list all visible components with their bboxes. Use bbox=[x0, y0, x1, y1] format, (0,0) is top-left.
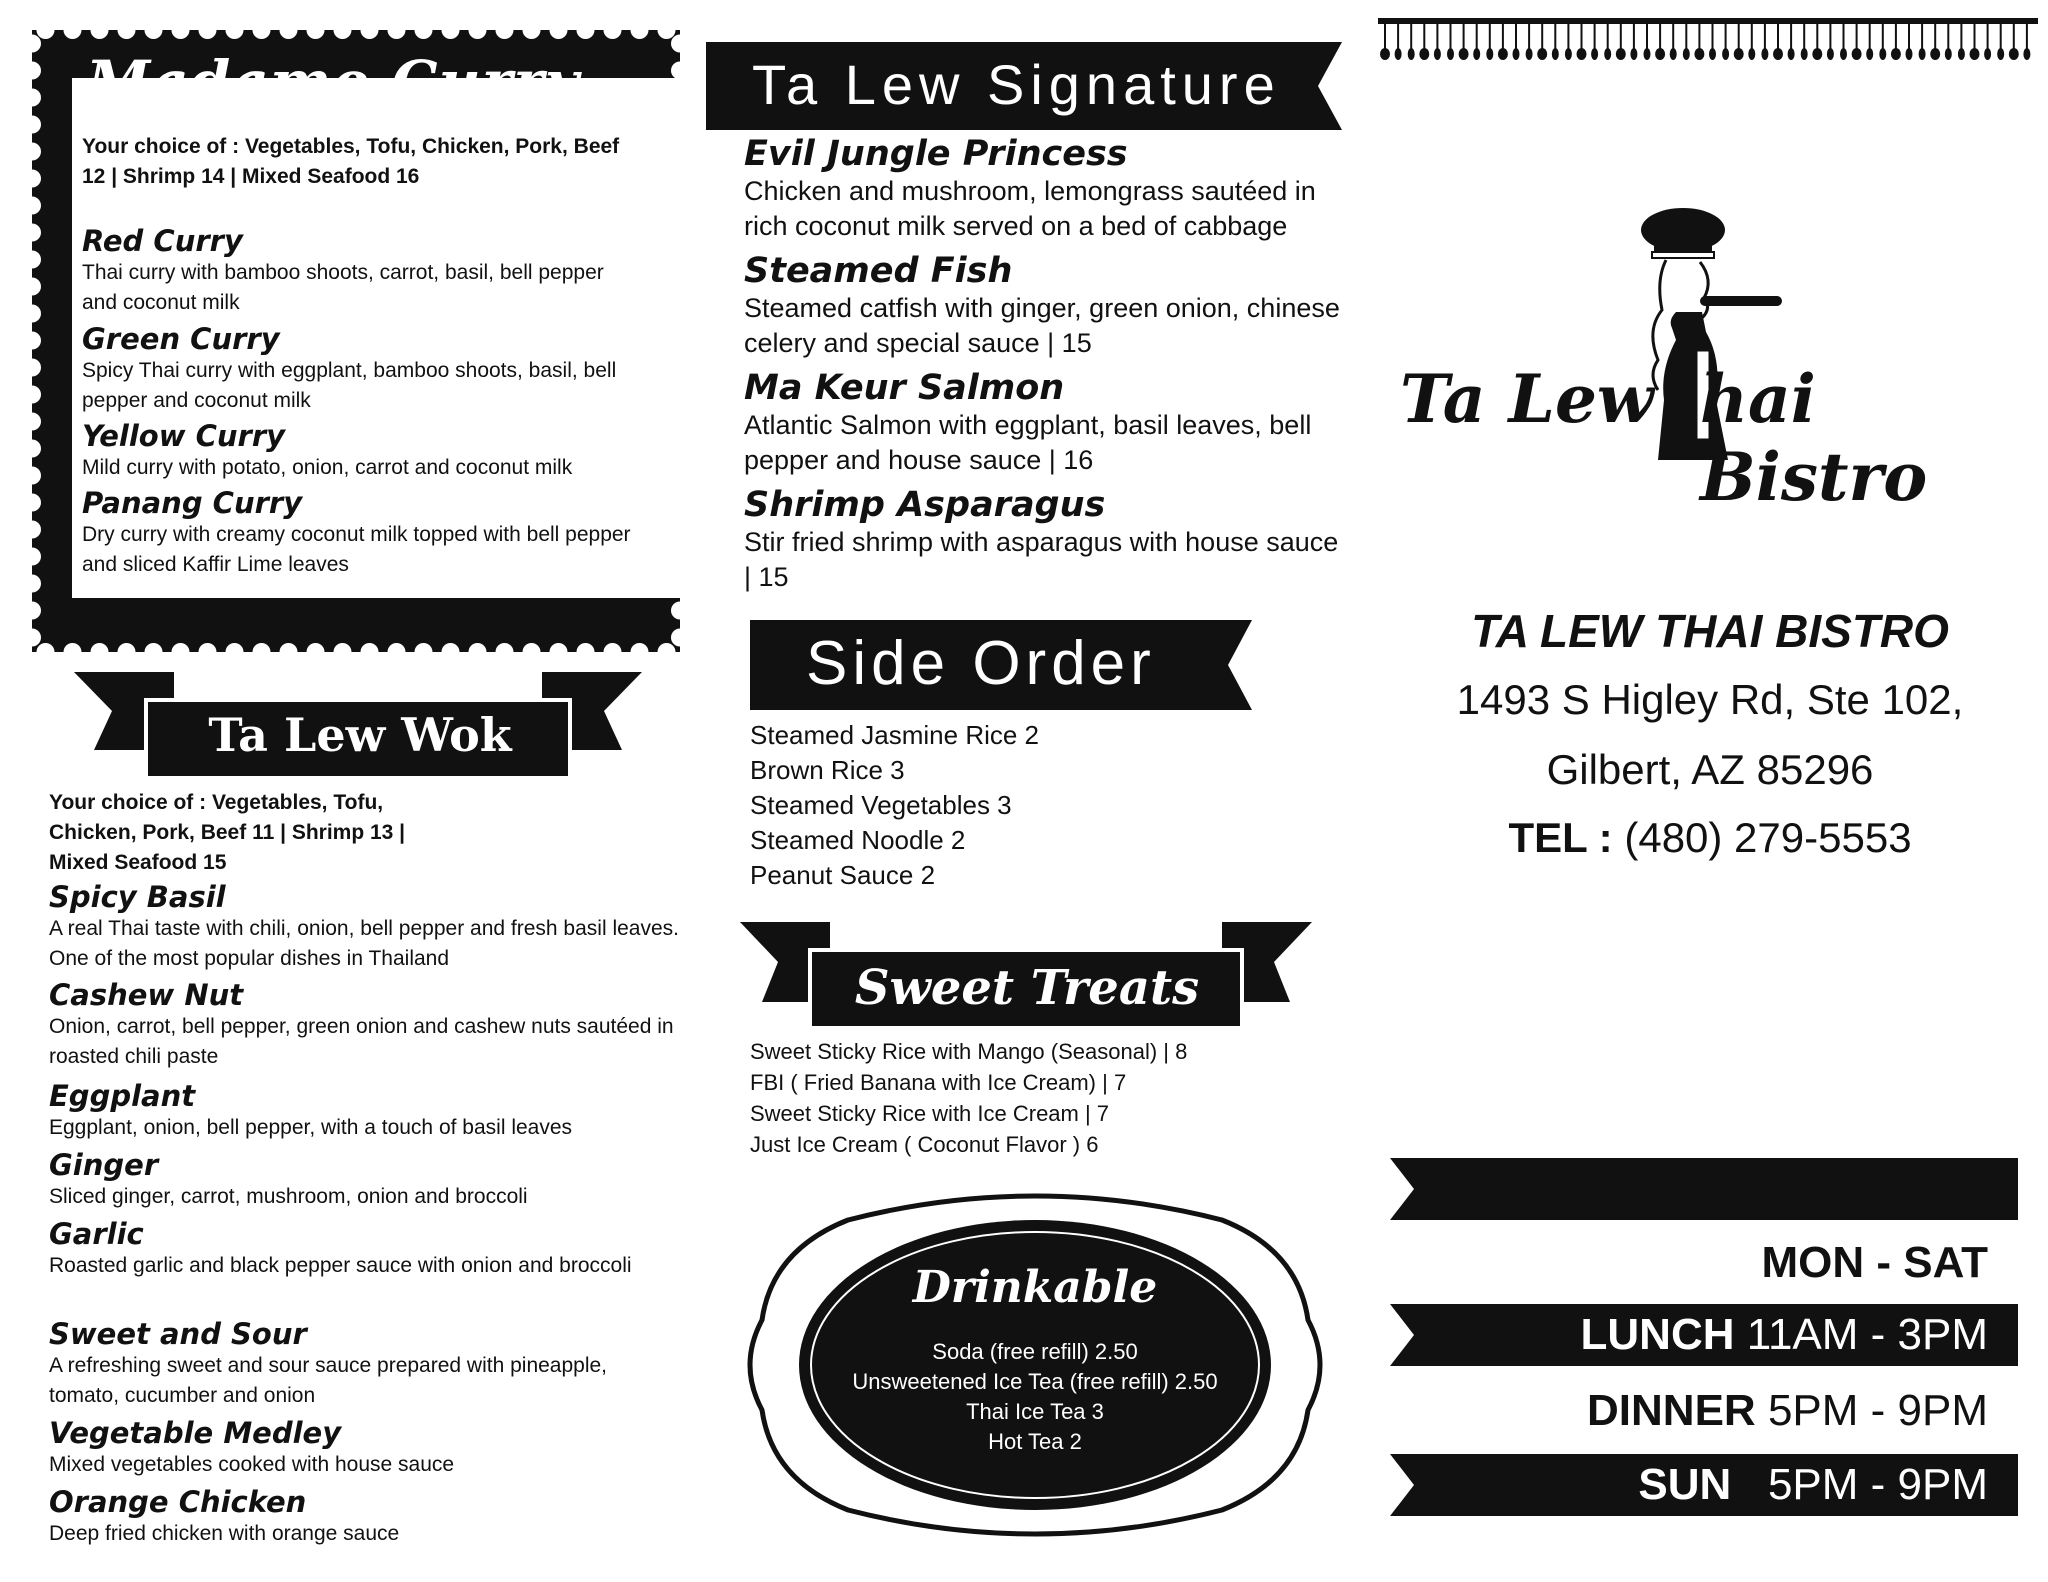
utensil-icon bbox=[1528, 24, 1530, 50]
utensil-icon bbox=[1591, 48, 1598, 60]
utensil-icon bbox=[1974, 24, 1976, 50]
utensil-icon bbox=[1447, 48, 1454, 60]
dish-desc: Atlantic Salmon with eggplant, basil leaves, bell pepper and house sauce | 16 bbox=[744, 410, 1312, 475]
utensil-icon bbox=[1856, 24, 1858, 50]
utensil-icon bbox=[1541, 24, 1543, 50]
days-label: MON - SAT bbox=[1761, 1238, 1988, 1287]
utensil-icon bbox=[1633, 24, 1635, 50]
utensil-icon bbox=[1734, 48, 1744, 60]
utensil-icon bbox=[1552, 48, 1559, 60]
menu-item bbox=[82, 486, 642, 580]
utensil-icon bbox=[1801, 48, 1808, 60]
utensil-icon bbox=[1384, 24, 1386, 50]
dish-name: Red Curry bbox=[82, 224, 243, 258]
menu-item bbox=[82, 224, 642, 322]
dish-desc: Roasted garlic and black pepper sauce with onion and broccoli bbox=[49, 1254, 632, 1277]
utensil-icon bbox=[1751, 24, 1753, 50]
dish-name: Shrimp Asparagus bbox=[744, 485, 1106, 525]
utensil-icon bbox=[2009, 48, 2019, 60]
utensil-icon bbox=[1712, 24, 1714, 50]
dish-desc: Steamed catfish with ginger, green onion, chinese celery and special sauce | 15 bbox=[744, 293, 1340, 358]
utensil-icon bbox=[1630, 48, 1637, 60]
section-title: Side Order bbox=[806, 629, 1156, 698]
section-title: Sweet Treats bbox=[854, 960, 1200, 1016]
dish-desc: Stir fried shrimp with asparagus with house sauce | 15 bbox=[744, 527, 1339, 592]
menu-item bbox=[49, 1217, 679, 1317]
utensil-icon bbox=[1655, 48, 1665, 60]
section-title: Drinkable bbox=[912, 1262, 1158, 1313]
drink-list bbox=[815, 1337, 1255, 1457]
utensil-icon bbox=[1843, 24, 1845, 50]
dish-name: Evil Jungle Princess bbox=[744, 134, 1128, 174]
utensil-icon bbox=[1812, 48, 1822, 60]
utensil-icon bbox=[1489, 24, 1491, 50]
list-item: Just Ice Cream ( Coconut Flavor ) 6 bbox=[750, 1132, 1099, 1157]
dish-name: Eggplant bbox=[49, 1079, 196, 1113]
logo-text-right: hai Bistro bbox=[1700, 360, 1928, 516]
utensil-icon bbox=[1738, 24, 1740, 50]
utensil-icon bbox=[1895, 24, 1897, 50]
utensil-icon bbox=[1526, 48, 1533, 60]
utensil-icon bbox=[1908, 24, 1910, 50]
menu-item bbox=[82, 322, 642, 419]
menu-item bbox=[82, 419, 642, 486]
section-title: Ta Lew Signature bbox=[752, 53, 1281, 116]
utensil-icon bbox=[1722, 48, 1729, 60]
dish-name: Vegetable Medley bbox=[49, 1416, 342, 1450]
utensil-icon bbox=[1725, 24, 1727, 50]
dish-desc: Dry curry with creamy coconut milk topped with bell pepper and sliced Kaffir Lime leaves bbox=[82, 523, 631, 576]
list-item: Unsweetened Ice Tea (free refill) 2.50 bbox=[852, 1369, 1218, 1394]
utensil-icon bbox=[1803, 24, 1805, 50]
utensil-icon bbox=[1685, 24, 1687, 50]
utensil-icon bbox=[1434, 48, 1441, 60]
menu-item bbox=[49, 1317, 679, 1416]
sun-hours: 5PM - 9PM bbox=[1767, 1460, 1988, 1509]
utensil-icon bbox=[1748, 48, 1755, 60]
dish-name: Cashew Nut bbox=[49, 978, 244, 1012]
tel-number: (480) 279-5553 bbox=[1624, 814, 1912, 861]
dish-desc: Spicy Thai curry with eggplant, bamboo shoots, basil, bell pepper and coconut milk bbox=[82, 359, 617, 412]
utensil-icon bbox=[1537, 48, 1547, 60]
dish-desc: Deep fried chicken with orange sauce bbox=[49, 1522, 400, 1545]
list-item: Sweet Sticky Rice with Mango (Seasonal) | 8 bbox=[750, 1039, 1188, 1064]
utensil-icon bbox=[2026, 24, 2028, 50]
wok-choice-text: Your choice of : Vegetables, Tofu, Chicken, Pork, Beef 11 | Shrimp 13 | Mixed Seafood 15 bbox=[49, 791, 406, 874]
utensil-icon bbox=[1565, 48, 1572, 60]
utensil-icon bbox=[1866, 48, 1873, 60]
dish-name: Yellow Curry bbox=[82, 419, 286, 453]
utensil-icon bbox=[2023, 48, 2030, 60]
utensil-icon bbox=[1419, 48, 1429, 60]
utensil-icon bbox=[1644, 48, 1651, 60]
lunch-label: LUNCH bbox=[1580, 1310, 1735, 1359]
utensil-icon bbox=[1958, 48, 1965, 60]
utensil-icon bbox=[2013, 24, 2015, 50]
utensil-icon bbox=[1670, 48, 1677, 60]
utensil-icon bbox=[1921, 24, 1923, 50]
utensil-icon bbox=[1577, 48, 1587, 60]
dish-desc: Sliced ginger, carrot, mushroom, onion and broccoli bbox=[49, 1185, 528, 1208]
utensil-icon bbox=[1906, 48, 1913, 60]
utensil-icon bbox=[1869, 24, 1871, 50]
list-item: Steamed Jasmine Rice 2 bbox=[750, 720, 1040, 750]
utensil-icon bbox=[1773, 48, 1783, 60]
section-title: Ta Lew Wok bbox=[208, 708, 512, 762]
menu-item bbox=[49, 1079, 679, 1148]
menu-item bbox=[49, 1416, 679, 1485]
utensil-icon bbox=[1513, 48, 1520, 60]
utensil-icon bbox=[1970, 48, 1980, 60]
utensil-icon bbox=[1607, 24, 1609, 50]
lunch-hours: 11AM - 3PM bbox=[1746, 1310, 1988, 1359]
list-item: Hot Tea 2 bbox=[988, 1429, 1082, 1454]
menu-item bbox=[49, 978, 679, 1079]
utensil-icon bbox=[1683, 48, 1690, 60]
utensil-icon bbox=[1554, 24, 1556, 50]
tel-label: TEL : bbox=[1508, 814, 1613, 861]
utensil-icon bbox=[1882, 24, 1884, 50]
utensil-icon bbox=[1410, 24, 1412, 50]
utensil-icon bbox=[1502, 24, 1504, 50]
utensil-icon bbox=[1672, 24, 1674, 50]
section-title: Madame Curry bbox=[86, 48, 580, 116]
dish-desc: Thai curry with bamboo shoots, carrot, basil, bell pepper and coconut milk bbox=[82, 261, 604, 314]
utensil-icon bbox=[1790, 24, 1792, 50]
phone-line bbox=[1380, 814, 2040, 862]
utensil-icon bbox=[1934, 24, 1936, 50]
utensil-icon bbox=[1594, 24, 1596, 50]
utensil-icon bbox=[1879, 48, 1886, 60]
utensil-icon bbox=[1829, 24, 1831, 50]
utensil-icon bbox=[1567, 24, 1569, 50]
utensil-icon bbox=[1498, 48, 1508, 60]
utensil-border bbox=[1378, 18, 2038, 64]
utensil-icon bbox=[1919, 48, 1926, 60]
curry-list bbox=[82, 224, 642, 580]
utensil-icon bbox=[1987, 24, 1989, 50]
side-list bbox=[750, 718, 1150, 893]
dish-desc: Mild curry with potato, onion, carrot and coconut milk bbox=[82, 456, 573, 479]
dish-name: Green Curry bbox=[82, 322, 280, 356]
dish-name: Ma Keur Salmon bbox=[744, 368, 1065, 408]
utensil-icon bbox=[2000, 24, 2002, 50]
dish-name: Sweet and Sour bbox=[49, 1317, 307, 1351]
utensil-icon bbox=[1581, 24, 1583, 50]
utensil-icon bbox=[1930, 48, 1940, 60]
lunch-row bbox=[1500, 1310, 1988, 1360]
address-line-1: 1493 S Higley Rd, Ste 102, bbox=[1456, 676, 1964, 723]
utensil-icon bbox=[1395, 48, 1402, 60]
utensil-icon bbox=[1380, 48, 1390, 60]
list-item: Brown Rice 3 bbox=[750, 755, 905, 785]
dish-name: Orange Chicken bbox=[49, 1485, 307, 1519]
dish-desc: A refreshing sweet and sour sauce prepared with pineapple, tomato, cucumber and onion bbox=[49, 1354, 608, 1407]
utensil-icon bbox=[1947, 24, 1949, 50]
utensil-icon bbox=[1486, 48, 1493, 60]
treat-list bbox=[750, 1036, 1270, 1160]
utensil-icon bbox=[1515, 24, 1517, 50]
dinner-row bbox=[1500, 1386, 1988, 1436]
utensil-icon bbox=[1646, 24, 1648, 50]
dish-name: Panang Curry bbox=[82, 486, 303, 520]
utensil-icon bbox=[1694, 48, 1704, 60]
dish-name: Garlic bbox=[49, 1217, 144, 1251]
utensil-icon bbox=[1840, 48, 1847, 60]
utensil-icon bbox=[1984, 48, 1991, 60]
dish-name: Ginger bbox=[49, 1148, 159, 1182]
logo-text-left: Ta Lew bbox=[1400, 360, 1654, 438]
menu-item bbox=[744, 368, 1344, 485]
list-item: Soda (free refill) 2.50 bbox=[932, 1339, 1138, 1364]
dinner-label: DINNER bbox=[1587, 1386, 1756, 1435]
dish-name: Spicy Basil bbox=[49, 880, 226, 914]
signature-list bbox=[744, 134, 1344, 595]
utensil-icon bbox=[1777, 24, 1779, 50]
sun-row bbox=[1500, 1460, 1988, 1510]
utensil-icon bbox=[1408, 48, 1415, 60]
curry-choice-text: Your choice of : Vegetables, Tofu, Chicken, Pork, Beef 12 | Shrimp 14 | Mixed Seafood 16 bbox=[82, 135, 620, 188]
utensil-icon bbox=[1764, 24, 1766, 50]
utensil-icon bbox=[1463, 24, 1465, 50]
utensil-icon bbox=[1659, 24, 1661, 50]
utensil-icon bbox=[1997, 48, 2004, 60]
menu-item bbox=[744, 485, 1344, 595]
list-item: Steamed Vegetables 3 bbox=[750, 790, 1012, 820]
utensil-icon bbox=[1473, 48, 1480, 60]
menu-item bbox=[49, 1148, 679, 1217]
utensil-icon bbox=[1450, 24, 1452, 50]
utensil-icon bbox=[1698, 24, 1700, 50]
list-item: Sweet Sticky Rice with Ice Cream | 7 bbox=[750, 1101, 1110, 1126]
menu-item bbox=[744, 251, 1344, 368]
dish-desc: Mixed vegetables cooked with house sauce bbox=[49, 1453, 455, 1476]
sun-label: SUN bbox=[1638, 1460, 1732, 1509]
utensil-icon bbox=[1852, 48, 1862, 60]
dish-desc: Onion, carrot, bell pepper, green onion and cashew nuts sautéed in roasted chili paste bbox=[49, 1015, 674, 1068]
utensil-icon bbox=[1397, 24, 1399, 50]
utensil-icon bbox=[1459, 48, 1469, 60]
dish-desc: Chicken and mushroom, lemongrass sautéed in rich coconut milk served on a bed of cabbage bbox=[744, 176, 1316, 241]
utensil-icon bbox=[1620, 24, 1622, 50]
utensil-icon bbox=[1604, 48, 1611, 60]
menu-item bbox=[744, 134, 1344, 251]
dinner-hours: 5PM - 9PM bbox=[1767, 1386, 1988, 1435]
menu-item bbox=[49, 880, 679, 978]
utensil-icon bbox=[1827, 48, 1834, 60]
utensil-icon bbox=[1423, 24, 1425, 50]
list-item: Steamed Noodle 2 bbox=[750, 825, 966, 855]
utensil-icon bbox=[1891, 48, 1901, 60]
menu-item bbox=[49, 1485, 679, 1549]
utensil-icon bbox=[1436, 24, 1438, 50]
utensil-icon bbox=[1960, 24, 1962, 50]
utensil-icon bbox=[1476, 24, 1478, 50]
address-line-2: Gilbert, AZ 85296 bbox=[1546, 746, 1874, 793]
restaurant-name: TA LEW THAI BISTRO bbox=[1471, 605, 1949, 657]
utensil-icon bbox=[1761, 48, 1768, 60]
dish-name: Steamed Fish bbox=[744, 251, 1013, 291]
dish-desc: A real Thai taste with chili, onion, bell pepper and fresh basil leaves. One of the most popular dishes in Thailand bbox=[49, 917, 679, 970]
utensil-icon bbox=[1945, 48, 1952, 60]
utensil-icon bbox=[1816, 24, 1818, 50]
utensil-icon bbox=[1788, 48, 1795, 60]
utensil-icon bbox=[1709, 48, 1716, 60]
dish-desc: Eggplant, onion, bell pepper, with a touch of basil leaves bbox=[49, 1116, 573, 1139]
wok-list bbox=[49, 880, 679, 1549]
list-item: FBI ( Fried Banana with Ice Cream) | 7 bbox=[750, 1070, 1127, 1095]
list-item: Peanut Sauce 2 bbox=[750, 860, 936, 890]
utensil-icon bbox=[1616, 48, 1626, 60]
list-item: Thai Ice Tea 3 bbox=[966, 1399, 1104, 1424]
